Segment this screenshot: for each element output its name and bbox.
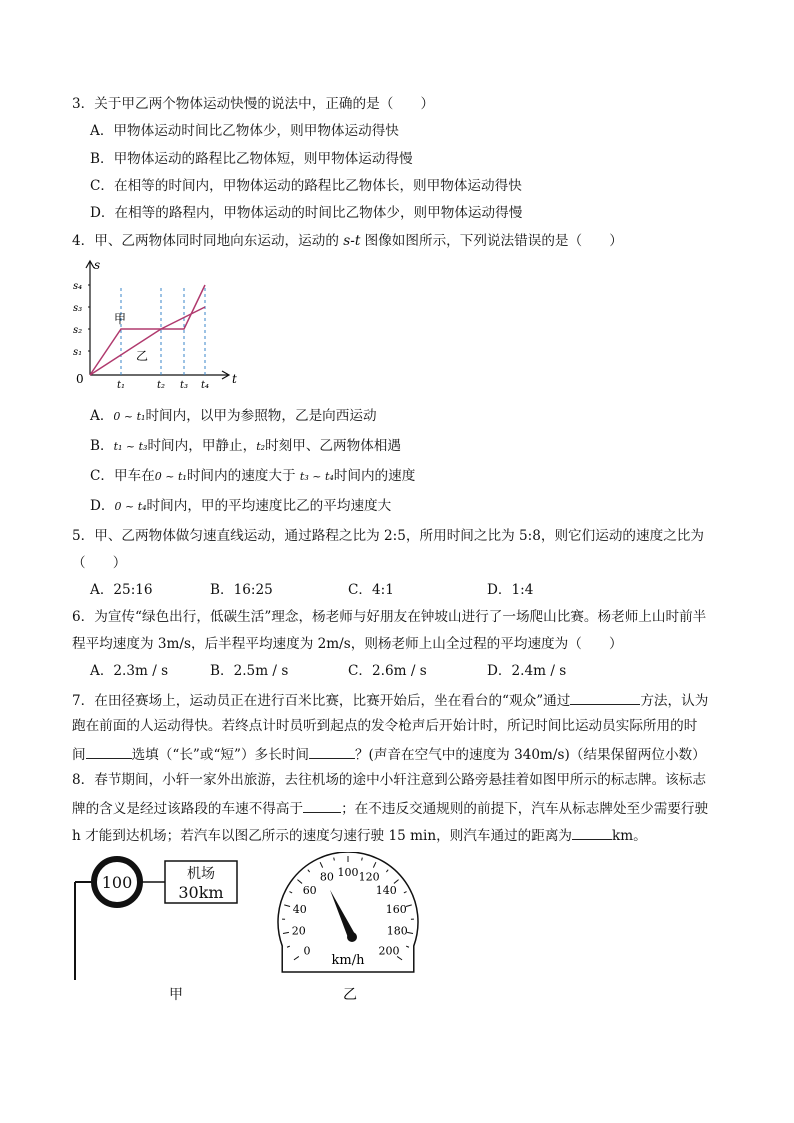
dial-unit: km/h: [331, 953, 365, 968]
figure-caption-yi: 乙: [343, 987, 357, 1003]
q8-l3b: km。: [612, 828, 647, 844]
y-tick-label-2: s₂: [73, 325, 83, 336]
q5-option-d: D．1:4: [487, 582, 534, 598]
q6-option-b: B．2.5m / s: [210, 663, 289, 679]
q4-stem-b: 图像如图所示，下列说法错误的是（ ）: [360, 233, 623, 249]
q7-blank-2: [86, 744, 132, 759]
origin-label: 0: [76, 372, 84, 386]
dial-label-60: 60: [302, 883, 317, 897]
q8-blank-1: [303, 798, 341, 813]
q8-blank-2: [572, 825, 612, 840]
q4-b-text: 时间内，甲静止，: [147, 438, 257, 454]
q4-a-range: 0 ~ t₁: [113, 410, 146, 423]
q3-option-a: A．甲物体运动时间比乙物体少，则甲物体运动得快: [90, 123, 399, 139]
road-sign-figure: [70, 852, 250, 1007]
q6-option-a: A．2.3m / s: [90, 663, 169, 679]
q3-option-b: B．甲物体运动的路程比乙物体短，则甲物体运动得慢: [90, 151, 413, 167]
q4-d-text: 时间内，甲的平均速度比乙的平均速度大: [146, 498, 392, 514]
q3-stem: 3．关于甲乙两个物体运动快慢的说法中，正确的是（ ）: [72, 96, 435, 112]
dial-label-200: 200: [378, 944, 400, 958]
q7-l3c: ？(声音在空气中的速度为 340m/s)（结果保留两位小数）: [354, 747, 706, 763]
q5-option-b: B．16:25: [210, 582, 273, 598]
dial-tick-11: [362, 858, 363, 861]
q4-c-range2: t₃ ~ t₄: [299, 470, 334, 483]
x-tick-label-4: t₄: [201, 380, 210, 391]
q8-l3a: h 才能到达机场；若汽车以图乙所示的速度匀速行驶 15 min，则汽车通过的距离为: [72, 828, 573, 844]
q8-line-1: 8．春节期间，小轩一家外出旅游，去往机场的途中小轩注意到公路旁悬挂着如图甲所示的标志牌。该标志: [72, 772, 706, 788]
dial-label-160: 160: [385, 903, 407, 917]
q4-c-text: 时间内的速度大于: [186, 468, 296, 484]
q7-l3b: 选填（“长”或“短”）多长时间: [131, 747, 309, 763]
q5-option-a: A．25:16: [90, 582, 153, 598]
q7-blank-3: [309, 744, 355, 759]
q5-stem-2: （ ）: [72, 555, 127, 571]
y-tick-label-1: s₁: [73, 347, 83, 358]
q4-option-d: [90, 497, 391, 516]
q8-l2a: 牌的含义是经过该路段的车速不得高于: [72, 801, 304, 817]
q3-option-d: D．在相等的路程内，甲物体运动的时间比乙物体少，则甲物体运动得慢: [90, 205, 523, 221]
q7-line-2: 跑在前面的人运动得快。若终点计时员听到起点的发令枪声后开始计时，所记时间比运动员实际所用的时: [72, 718, 698, 734]
x-tick-label-2: t₂: [157, 380, 166, 391]
dial-label-0: 0: [303, 944, 311, 958]
q4-b-text2: 时刻甲、乙两物体相遇: [265, 438, 401, 454]
q5-option-c: C．4:1: [348, 582, 394, 598]
q4-c-range: 0 ~ t₁: [154, 470, 187, 483]
speed-limit-value: 100: [101, 873, 133, 892]
q8-l2b: ；在不违反交通规则的前提下，汽车从标志牌处至少需要行驶: [341, 801, 709, 817]
y-axis-label: s: [94, 258, 101, 272]
q4-stem-st: s-t: [343, 233, 361, 249]
q8-line-2: [72, 798, 708, 818]
st-graph: [72, 256, 242, 396]
q4-d-label: D．: [90, 498, 115, 514]
q4-c-label: C．: [90, 468, 114, 484]
q4-b-label: B．: [90, 438, 114, 454]
q6-option-c: C．2.6m / s: [348, 663, 427, 679]
series-line-2: [90, 307, 205, 375]
q4-stem-a: 4．甲、乙两物体同时同地向东运动，运动的: [72, 233, 344, 249]
x-tick-label-1: t₁: [117, 380, 126, 391]
dial-label-100: 100: [337, 866, 359, 879]
q6-stem-2: 程平均速度为 3m/s，后半程平均速度为 2m/s，则杨老师上山全过程的平均速度为（ ）: [72, 636, 623, 652]
dial-label-180: 180: [386, 924, 408, 938]
dial-label-20: 20: [291, 924, 306, 938]
q7-blank-1: [570, 690, 640, 705]
y-tick-label-3: s₃: [73, 303, 83, 314]
q6-stem: 6．为宣传“绿色出行，低碳生活”理念，杨老师与好朋友在钟坡山进行了一场爬山比赛。杨老师上山时前半: [72, 609, 707, 625]
q4-option-a: [90, 407, 377, 426]
q4-b-t2: t₂: [256, 440, 266, 453]
distance-sign-value: 30km: [178, 883, 224, 902]
dial-label-80: 80: [319, 870, 334, 884]
x-axis-label: t: [232, 372, 237, 386]
dial-hub: [347, 932, 357, 942]
q5-stem: 5．甲、乙两物体做匀速直线运动，通过路程之比为 2:5，所用时间之比为 5:8，则它们运动的速度之比为: [72, 528, 704, 544]
q4-c-pre: 甲车在: [114, 468, 155, 484]
q4-a-text: 时间内，以甲为参照物，乙是向西运动: [145, 408, 377, 424]
q4-d-range: 0 ~ t₄: [114, 500, 147, 513]
dial-tick-9: [334, 858, 335, 861]
x-tick-label-3: t₃: [180, 380, 189, 391]
q4-option-c: [90, 467, 415, 486]
y-tick-label-4: s₄: [73, 281, 83, 292]
q3-option-c: C．在相等的时间内，甲物体运动的路程比乙物体长，则甲物体运动得快: [90, 178, 522, 194]
dial-label-120: 120: [358, 870, 380, 884]
q4-stem: [72, 232, 623, 250]
series-label-jia: 甲: [114, 312, 127, 326]
q8-line-3: [72, 825, 647, 845]
q7-line-1: [72, 690, 708, 710]
figure-caption-jia: 甲: [169, 987, 183, 1003]
q4-option-b: [90, 437, 401, 456]
q7-l1b: 方法，认为: [640, 693, 709, 709]
q7-line-3: [72, 744, 706, 764]
speedometer-figure: [274, 852, 434, 1007]
series-label-yi: 乙: [136, 349, 149, 363]
dial-label-40: 40: [292, 903, 307, 917]
q7-l3a: 间: [72, 747, 86, 763]
q7-l1a: 7．在田径赛场上，运动员正在进行百米比赛，比赛开始后，坐在看台的“观众”通过: [72, 693, 571, 709]
q4-a-label: A．: [90, 408, 114, 424]
q4-c-text2: 时间内的速度: [333, 468, 416, 484]
q4-b-range: t₁ ~ t₃: [113, 440, 148, 453]
dial-label-140: 140: [375, 883, 397, 897]
distance-sign-place: 机场: [187, 866, 215, 882]
q6-option-d: D．2.4m / s: [487, 663, 567, 679]
